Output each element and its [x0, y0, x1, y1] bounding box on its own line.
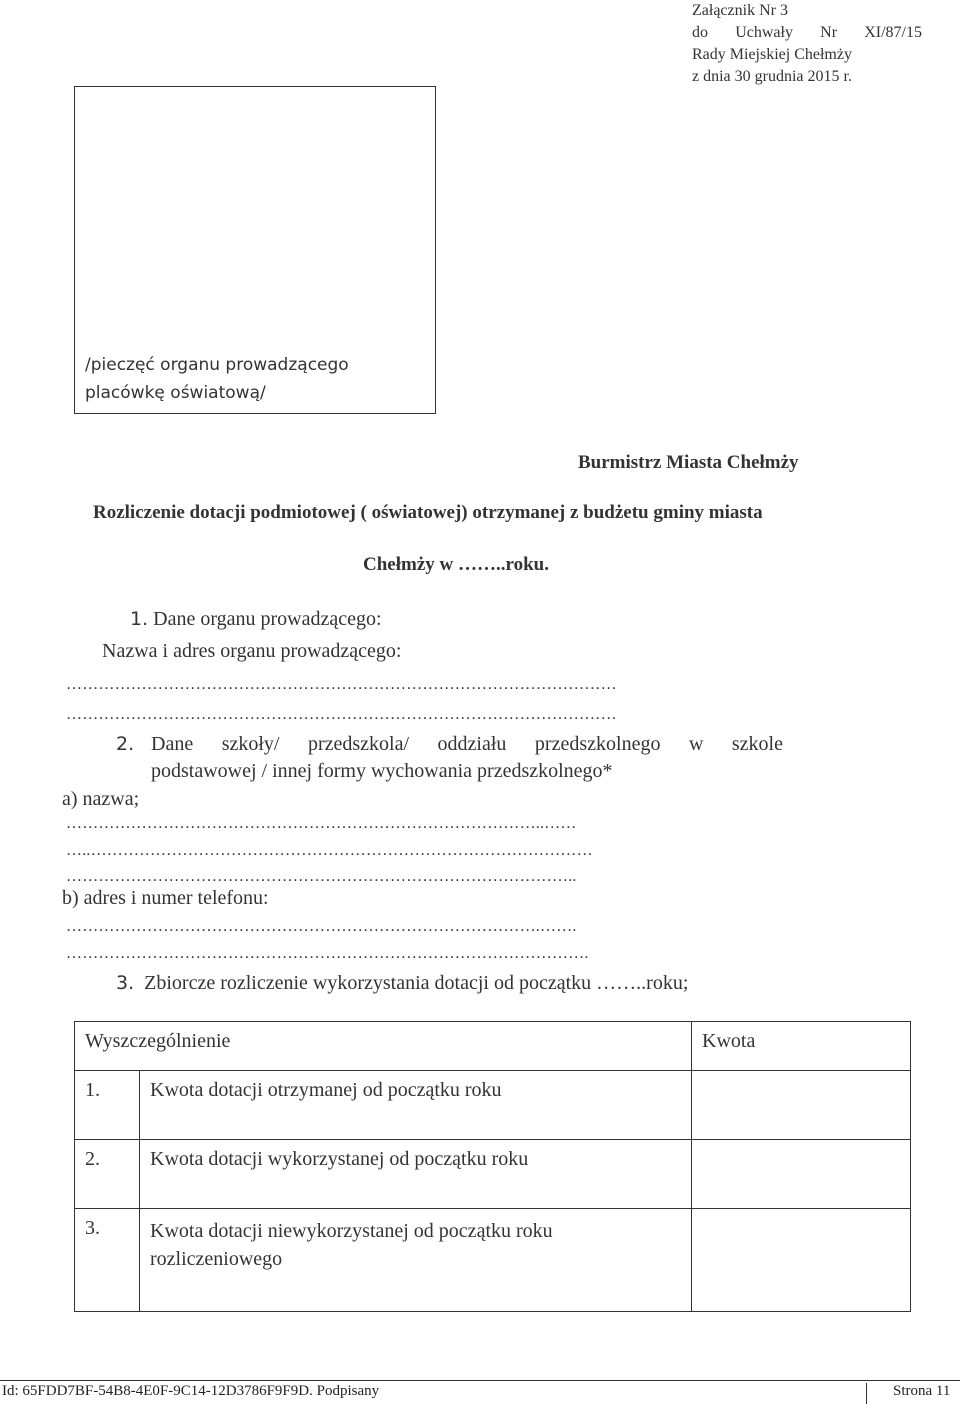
row-label: Kwota dotacji wykorzystanej od początku roku — [150, 1148, 529, 1170]
table-row — [75, 1140, 911, 1209]
section-2-title-line2: podstawowej / innej formy wychowania przedszkolnego* — [151, 760, 613, 782]
summary-table — [74, 1021, 911, 1312]
document-id: Id: 65FDD7BF-54B8-4E0F-9C14-12D3786F9F9D. Podpisany — [2, 1383, 380, 1399]
header-description: Wyszczególnienie — [85, 1030, 231, 1052]
organ-name-fill-line-2: ………………………………………………………………………………………… — [66, 706, 617, 723]
section-3-heading — [116, 972, 688, 995]
page-number: Strona 11 — [866, 1383, 950, 1404]
row-number: 3. — [85, 1217, 100, 1239]
table-row — [75, 1209, 911, 1312]
document-title-line2: Chełmży w ……..roku. — [363, 554, 549, 575]
row-amount-cell[interactable] — [692, 1209, 911, 1312]
table-header-row — [75, 1022, 911, 1071]
section-3-title: Zbiorcze rozliczenie wykorzystania dotacji od początku ……..roku; — [144, 972, 689, 994]
section-2-number: 2. — [116, 733, 135, 755]
section-1-title: Dane organu prowadzącego: — [153, 608, 382, 630]
school-address-fill-line-1: …………………………………………………………………………….……. — [66, 918, 577, 935]
row-number-cell — [75, 1071, 140, 1140]
resolution-do: do — [692, 24, 708, 41]
resolution-number: XI/87/15 — [864, 24, 922, 41]
row-number-cell — [75, 1209, 140, 1312]
section-1-number: 1. — [130, 608, 149, 630]
resolution-nr: Nr — [820, 24, 838, 41]
school-address-fill-line-2: ……………………………………………………………………………………. — [66, 945, 589, 962]
resolution-reference — [692, 22, 922, 44]
header-amount: Kwota — [702, 1030, 756, 1052]
school-name-fill-line-2: …..………………………………………………………………………………… — [66, 842, 593, 859]
header-description-cell — [75, 1022, 692, 1071]
resolution-date: z dnia 30 grudnia 2015 r. — [692, 68, 852, 85]
row-label-cell — [140, 1071, 692, 1140]
page-footer — [0, 1380, 960, 1404]
school-name-fill-line-3: ………………………………………………………………………………….. — [66, 868, 577, 885]
school-name-label: a) nazwa; — [62, 788, 140, 810]
school-name-fill-line-1: ……………………………………………………………………………..…… — [66, 815, 577, 832]
section-2-title-line1: Dane szkoły/ przedszkola/ oddziału przedszkolnego w szkole — [151, 733, 783, 755]
stamp-box — [74, 86, 436, 414]
table-row — [75, 1071, 911, 1140]
stamp-caption: /pieczęć organu prowadzącego placówkę oświatową/ — [85, 355, 349, 403]
row-amount-cell[interactable] — [692, 1071, 911, 1140]
row-number-cell — [75, 1140, 140, 1209]
recipient: Burmistrz Miasta Chełmży — [578, 452, 799, 473]
row-label: Kwota dotacji otrzymanej od początku roku — [150, 1079, 502, 1101]
row-label-cell — [140, 1209, 692, 1312]
organ-name-label: Nazwa i adres organu prowadzącego: — [102, 640, 402, 662]
row-number: 1. — [85, 1079, 100, 1101]
section-1-heading — [130, 608, 382, 631]
section-3-number: 3. — [116, 972, 135, 994]
row-number: 2. — [85, 1148, 100, 1170]
document-title-line1: Rozliczenie dotacji podmiotowej ( oświatowej) otrzymanej z budżetu gminy miasta — [93, 502, 763, 523]
row-amount-cell[interactable] — [692, 1140, 911, 1209]
row-label-cell — [140, 1140, 692, 1209]
annex-number: Załącznik Nr 3 — [692, 2, 788, 19]
row-label: Kwota dotacji niewykorzystanej od początku roku rozliczeniowego — [150, 1220, 553, 1270]
resolution-uchwaly: Uchwały — [735, 24, 793, 41]
organ-name-fill-line-1: ………………………………………………………………………………………… — [66, 676, 617, 693]
council-name: Rady Miejskiej Chełmży — [692, 46, 852, 63]
school-address-label: b) adres i numer telefonu: — [62, 887, 269, 909]
header-amount-cell — [692, 1022, 911, 1071]
